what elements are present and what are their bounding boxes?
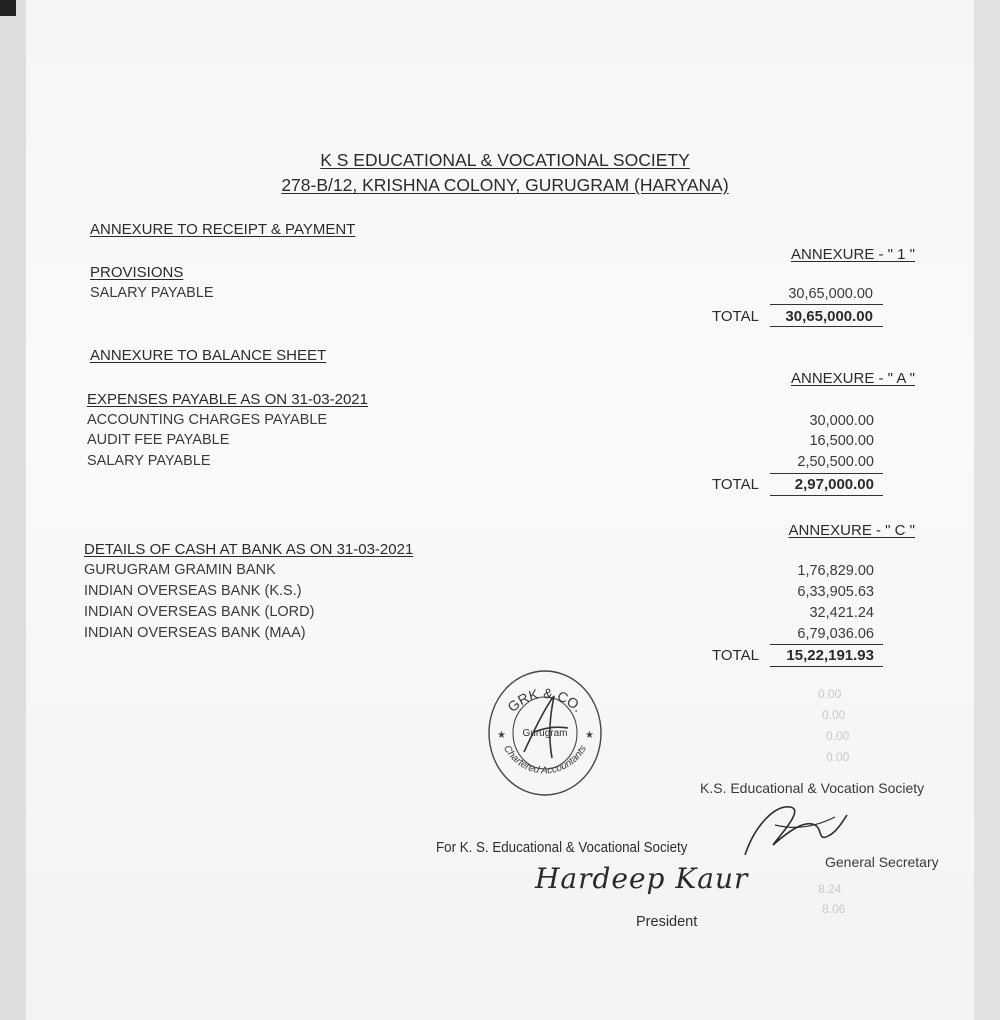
annexure-1-label: ANNEXURE - " 1 ": [790, 246, 915, 263]
scan-corner: [0, 0, 16, 16]
section2-heading: ANNEXURE TO BALANCE SHEET: [90, 347, 327, 364]
seal-center-text: Gurugram: [522, 728, 568, 739]
page-edge-right: [974, 0, 1000, 1020]
total-label: TOTAL: [712, 647, 759, 664]
cash-at-bank-subheading: DETAILS OF CASH AT BANK AS ON 31-03-2021: [84, 541, 414, 558]
subtotal-rule: [770, 644, 883, 645]
for-society-label: For K. S. Educational & Vocational Society: [436, 840, 688, 856]
org-name: K S EDUCATIONAL & VOCATIONAL SOCIETY: [320, 150, 690, 170]
line-item-amount: 16,500.00: [809, 433, 874, 449]
line-item-amount: 6,79,036.06: [797, 626, 874, 642]
line-item-label: INDIAN OVERSEAS BANK (LORD): [84, 604, 315, 620]
page-edge-left: [0, 0, 26, 1020]
total-rule: [770, 326, 883, 327]
secretary-title: General Secretary: [825, 854, 939, 870]
chartered-accountants-seal: [484, 666, 606, 800]
total-label: TOTAL: [712, 476, 759, 493]
line-item-amount: 30,65,000.00: [788, 286, 873, 302]
seal-top-text: GRK & CO.: [504, 684, 587, 716]
svg-text:★: ★: [497, 730, 506, 741]
total-label: TOTAL: [712, 308, 759, 325]
svg-text:★: ★: [585, 730, 594, 741]
line-item-label: SALARY PAYABLE: [90, 285, 214, 301]
line-item-label: INDIAN OVERSEAS BANK (K.S.): [84, 583, 302, 599]
annexure-a-label: ANNEXURE - " A ": [790, 370, 915, 387]
total-rule: [770, 666, 883, 667]
bleed-through-text: 0.00: [822, 708, 846, 722]
section1-total: 30,65,000.00: [785, 308, 873, 325]
president-title: President: [636, 914, 698, 930]
seal-bottom-text: Chartered Accountants: [501, 743, 589, 777]
line-item-amount: 30,000.00: [809, 413, 874, 429]
bleed-through-text: 8.06: [822, 902, 846, 916]
line-item-label: SALARY PAYABLE: [87, 453, 211, 469]
svg-text:Chartered Accountants: [501, 744, 589, 777]
subtotal-rule: [770, 473, 883, 474]
line-item-label: INDIAN OVERSEAS BANK (MAA): [84, 625, 306, 641]
bleed-through-text: 0.00: [826, 750, 850, 764]
section2-total: 2,97,000.00: [794, 476, 874, 493]
line-item-label: AUDIT FEE PAYABLE: [87, 432, 230, 448]
president-signature: Hardeep Kaur: [535, 862, 749, 895]
line-item-label: GURUGRAM GRAMIN BANK: [84, 562, 276, 578]
bleed-through-text: 0.00: [818, 687, 842, 701]
subtotal-rule: [770, 304, 883, 305]
section3-total: 15,22,191.93: [786, 647, 874, 664]
section1-heading: ANNEXURE TO RECEIPT & PAYMENT: [90, 221, 356, 238]
line-item-amount: 32,421.24: [809, 605, 874, 621]
right-org-name: K.S. Educational & Vocation Society: [700, 780, 925, 796]
annexure-c-label: ANNEXURE - " C ": [788, 522, 915, 539]
line-item-amount: 2,50,500.00: [797, 454, 874, 470]
provisions-subheading: PROVISIONS: [90, 264, 184, 281]
org-address: 278-B/12, KRISHNA COLONY, GURUGRAM (HARYANA): [281, 175, 729, 195]
total-rule: [770, 495, 883, 496]
line-item-amount: 1,76,829.00: [797, 563, 874, 579]
expenses-subheading: EXPENSES PAYABLE AS ON 31-03-2021: [87, 391, 368, 408]
line-item-amount: 6,33,905.63: [797, 584, 874, 600]
bleed-through-text: 8.24: [818, 882, 842, 896]
line-item-label: ACCOUNTING CHARGES PAYABLE: [87, 412, 328, 428]
bleed-through-text: 0.00: [826, 729, 850, 743]
